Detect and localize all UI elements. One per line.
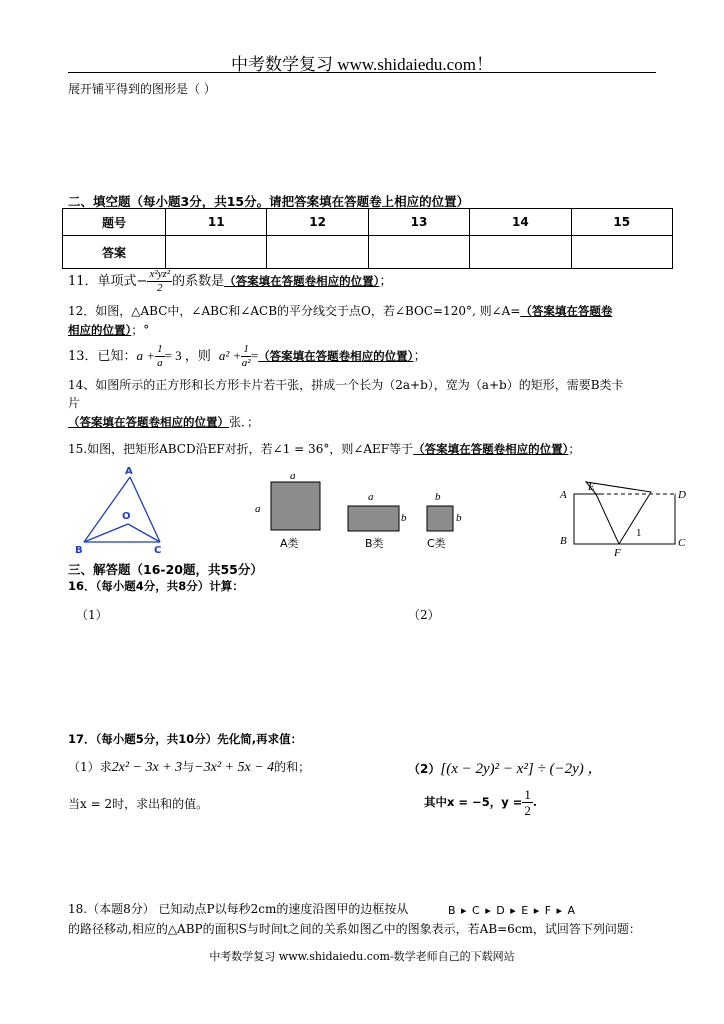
q13-prefix: 13．已知： (68, 349, 137, 364)
q11-mid: 的系数是 (172, 274, 225, 289)
card-b-b-label: b (401, 512, 407, 524)
q17-p2-prefix: （2） (408, 762, 441, 776)
table-number-cell: 11 (166, 209, 267, 236)
triangle-side-ac (130, 477, 160, 542)
q11-prefix: 11．单项式 (68, 274, 137, 289)
card-b-a-label: a (368, 491, 374, 503)
card-a-left-label: a (255, 503, 261, 515)
fold-line-ef (596, 494, 619, 544)
q14-end: 张．； (229, 415, 260, 429)
card-c-square (427, 506, 453, 531)
q12-answer-hint: （答案填在答题卷 (520, 304, 613, 318)
table-header-cell: 答案 (63, 236, 166, 269)
question-14-line2: 片 (68, 396, 81, 410)
q12-text: 12．如图，△ABC中，∠ABC和∠ACB的平分线交于点O，若∠BOC=120°, 则∠A= (68, 304, 521, 318)
folded-rectangle-figure (556, 476, 692, 560)
table-number-cell: 14 (470, 209, 571, 236)
rect-vertex-c: C (678, 537, 686, 549)
q17-half-den: 2 (524, 803, 531, 818)
q11-denominator: 2 (157, 282, 163, 294)
card-b-type-label: B类 (365, 537, 384, 550)
q11-minus: − (136, 274, 148, 289)
q17-expression-2: −3x² + 5x − 4 (194, 760, 275, 775)
q13-a-plus: a + (136, 348, 156, 363)
section2-title: 二、填空题（每小题3分，共15分。请把答案填在答题卷上相应的位置） (68, 194, 470, 209)
q16-part2-label: （2） (408, 608, 440, 622)
table-number-cell: 15 (571, 209, 672, 236)
table-row (63, 209, 673, 236)
answer-cell (267, 236, 368, 269)
question-14: 14、如图所示的正方形和长方形卡片若干张，拼成一个长为（2a+b），宽为（a+b）的矩形，需要B类卡 (68, 378, 624, 392)
answer-cell (470, 236, 571, 269)
section3-title: 三、解答题（16-20题，共55分） (68, 562, 263, 577)
answer-cell (571, 236, 672, 269)
q17-part2-condition (424, 786, 537, 818)
q13-frac2-den: a² (241, 357, 251, 369)
card-a-top-label: a (290, 470, 296, 482)
page-footer: 中考数学复习 www.shidaiedu.com-数学老师自己的下载网站 (209, 950, 515, 963)
rect-point-e: E (588, 481, 595, 493)
q11-numerator: x²yz² (149, 268, 171, 280)
q11-end: ； (379, 274, 393, 289)
question-12-line2 (68, 321, 149, 338)
q13-a2-plus: a² + (218, 348, 242, 363)
table-number-cell: 13 (368, 209, 469, 236)
q18-line1: 18.（本题8分） 已知动点P以每秒2cm的速度沿图甲的边框按从 (68, 902, 409, 916)
card-c-type-label: C类 (427, 537, 446, 550)
q17-p1-prefix: （1）求 (68, 760, 112, 774)
rectangle-abcd (574, 494, 675, 544)
table-header-cell: 题号 (63, 209, 166, 236)
card-a-type-label: A类 (280, 537, 299, 550)
triangle-figure (70, 462, 180, 558)
vertex-b-label: B (75, 545, 83, 556)
answer-cell (368, 236, 469, 269)
q15-answer-hint: （答案填在答题卷相应的位置） (413, 442, 569, 456)
point-o-label: O (122, 511, 131, 522)
q18-line2: 的路径移动,相应的△ABP的面积S与时间t之间的关系如图乙中的图象表示，若AB=6cm，试回答下列问题： (68, 922, 641, 936)
q17-part1 (68, 758, 310, 776)
q17-title: 17．（每小题5分，共10分）先化简,再求值： (68, 732, 303, 746)
q16-title: 16．（每小题4分，共8分）计算： (68, 579, 244, 593)
cards-figure (250, 466, 470, 556)
q11-fraction (147, 268, 172, 295)
vertex-c-label: C (154, 545, 162, 556)
q17-expression-3: [(x − 2y)² − x²] ÷ (−2y) ， (440, 761, 603, 777)
rect-vertex-a: A (560, 489, 567, 501)
card-a-square (271, 482, 320, 530)
vertex-a-label: A (125, 466, 133, 477)
q13-fraction-2 (241, 343, 251, 370)
question-12 (68, 302, 612, 319)
answer-cell (166, 236, 267, 269)
rect-vertex-d: D (678, 489, 686, 501)
q17-p2-condition-text: 其中x = −5，y = (424, 795, 523, 809)
card-c-right-label: b (456, 512, 462, 524)
q17-expression-1: 2x² − 3x + 3 (111, 760, 183, 775)
question-11 (68, 266, 392, 297)
q13-eq: = (250, 348, 259, 363)
q17-part2 (408, 757, 603, 778)
q16-part1-label: （1） (76, 608, 108, 622)
q17-part1-condition: 当x = 2时，求出和的值。 (68, 797, 209, 811)
q13-end: ； (413, 349, 427, 364)
page-header-title: 中考数学复习 www.shidaiedu.com！ (231, 55, 493, 74)
table-row (63, 236, 673, 269)
card-b-rect (348, 506, 399, 531)
q12-end: ；° (131, 323, 150, 337)
q17-p1-suffix: 的和； (274, 760, 311, 774)
q17-half-fraction (522, 787, 533, 818)
q17-half-num: 1 (524, 787, 531, 802)
q13-eq3: = 3 ，则 (164, 348, 211, 363)
q11-answer-hint: （答案填在答题卷相应的位置） (224, 274, 380, 288)
q15-end: ； (568, 442, 581, 456)
q17-period: . (532, 795, 538, 809)
card-c-top-label: b (435, 491, 441, 503)
q18-path-sequence: B ▸ C ▸ D ▸ E ▸ F ▸ A (448, 904, 577, 917)
table-number-cell: 12 (267, 209, 368, 236)
intro-line: 展开铺平得到的图形是（ ） (68, 82, 216, 96)
q13-frac1-den: a (157, 357, 163, 369)
angle-1-label: 1 (636, 527, 642, 539)
q13-fraction-1 (155, 343, 165, 370)
q13-frac1-num: 1 (157, 343, 163, 355)
q13-frac2-num: 1 (243, 343, 249, 355)
q17-with: 与 (182, 760, 195, 774)
q14-answer-hint: （答案填在答题卷相应的位置） (68, 415, 229, 429)
answer-table (62, 208, 673, 269)
q12-answer-hint-2: 相应的位置） (68, 323, 132, 337)
q15-text: 15.如图，把矩形ABCD沿EF对折，若∠1 = 36°，则∠AEF等于 (68, 442, 414, 456)
header-divider (68, 72, 656, 73)
question-13 (68, 340, 426, 373)
q13-answer-hint: （答案填在答题卷相应的位置） (258, 349, 414, 363)
question-14-line3 (68, 413, 259, 430)
rect-point-f: F (614, 547, 621, 559)
question-15 (68, 440, 580, 457)
rect-vertex-b: B (560, 535, 567, 547)
